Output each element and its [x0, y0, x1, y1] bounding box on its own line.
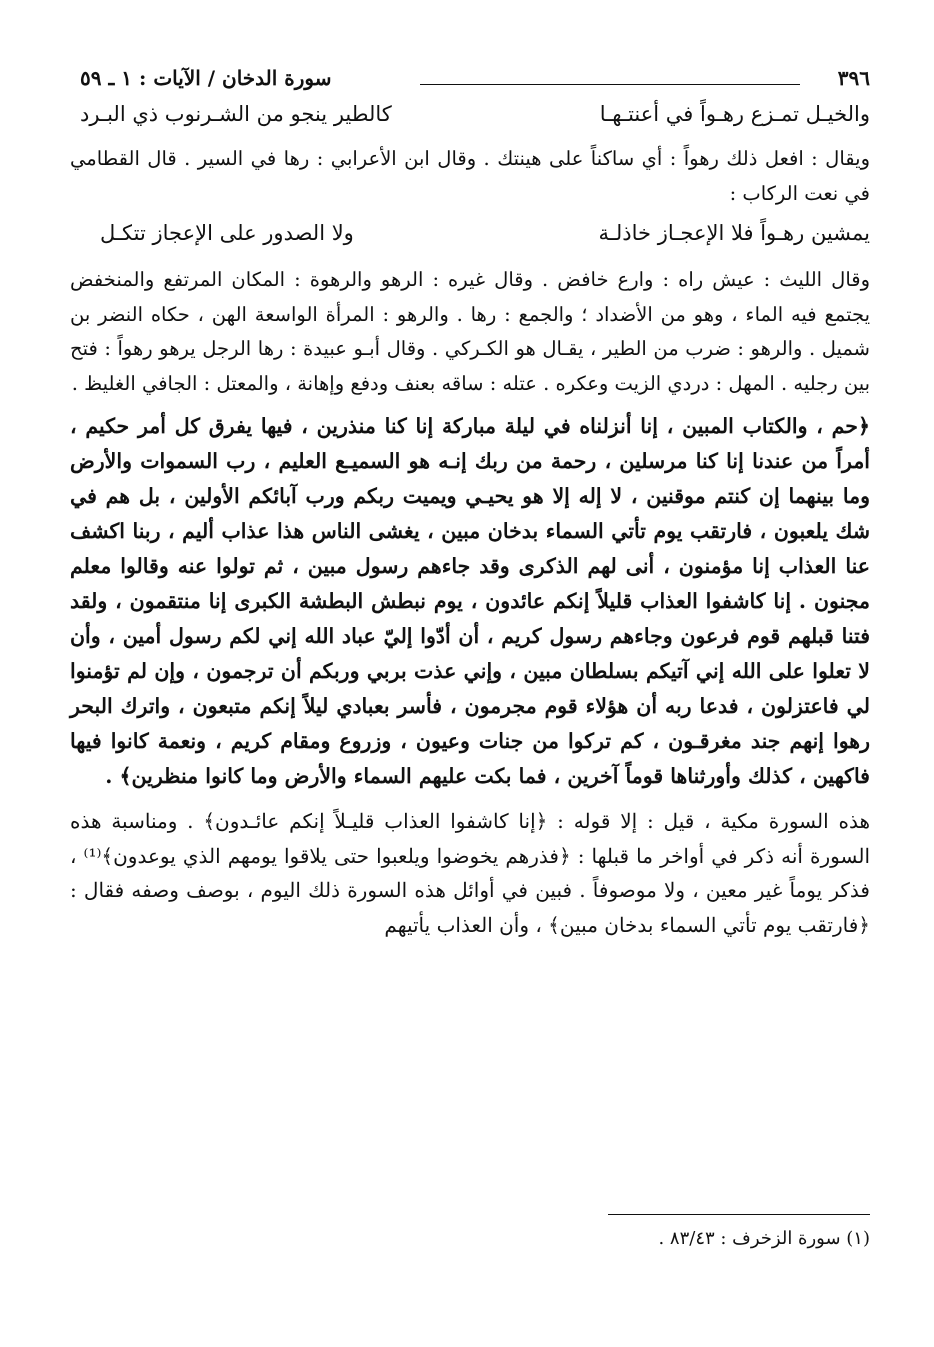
page-header [70, 62, 870, 96]
header-rule [420, 84, 800, 85]
document-page [70, 62, 870, 1249]
poetry-verse-1 [70, 96, 870, 142]
commentary-paragraph-2: وقال الليث : عيش راه : وارع خافض . وقال غيره : الرهو والرهوة : المكان المرتفع والمنخفض يجتمع فيه الماء ، وهو من الأضداد ؛ والجمع : رها . والرهو : المرأة الواسعة الهن ، حكاه النضر بن شميل . والرهو : ضرب من الطير ، يقـال هو الكـركي . وقال أبـو عبيدة : رها الرجل يرهو رهواً : فتح بين رجليه . المهل : دردي الزيت وعكره . عتله : ساقه بعنف ودفع وإهانة ، والمعتل : الجافي الغليظ . [70, 268, 870, 395]
page-number: ٣٩٦ [837, 66, 870, 90]
surah-title: سورة الدخان / الآيات : ١ ـ ٥٩ [80, 66, 332, 90]
poetry-verse-2 [70, 211, 870, 263]
footnote: (١) سورة الزخرف : ٨٣/٤٣ . [658, 1228, 870, 1249]
commentary-paragraph-3: هذه السورة مكية ، قيل : إلا قوله : ﴿إنا كاشفوا العذاب قليـلاً إنكم عائـدون﴾ . ومناسبة هذه السورة أنه ذكر في أواخر ما قبلها : ﴿فذرهم يخوضوا ويلعبوا حتى يلاقوا يومهم الذي يوعدون﴾⁽¹⁾ ، فذكر يوماً غير معين ، ولا موصوفاً . فبين في أوائل هذه السورة ذلك اليوم ، بوصف وصفه فقال : ﴿فارتقب يوم تأتي السماء بدخان مبين﴾ ، وأن العذاب يأتيهم [70, 809, 870, 937]
verse-1-second-hemistich: كالطير ينجو من الشـرنوب ذي البـرد [80, 102, 392, 126]
verse-2-second-hemistich: ولا الصدور على الإعجاز تتكـل [100, 221, 354, 245]
quran-passage: ﴿حم ، والكتاب المبين ، إنا أنزلناه في ليلة مباركة إنا كنا منذرين ، فيها يفرق كل أمر حكيم ، أمراً من عندنا إنا كنا مرسلين ، رحمة من ربك إنـه هو السميـع العليم ، رب السموات والأرض وما بينهما إن كنتم موقنين ، لا إله إلا هو يحيـي ويميت ربكم ورب آبائكم الأولين ، بل هم في شك يلعبون ، فارتقب يوم تأتي السماء بدخان مبين ، يغشى الناس هذا عذاب أليم ، ربنا اكشف عنا العذاب إنا مؤمنون ، أنى لهم الذكرى وقد جاءهم رسول مبين ، ثم تولوا عنه وقالوا معلم مجنون . إنا كاشفوا العذاب قليلاً إنكم عائدون ، يوم نبطش البطشة الكبرى إنا منتقمون ، ولقد فتنا قبلهم قوم فرعون وجاءهم رسول كريم ، أن أدّوا إليّ عباد الله إني لكم رسول أمين ، وأن لا تعلوا على الله إني آتيكم بسلطان مبين ، وإني عذت بربي وربكم أن ترجمون ، وإن لم تؤمنوا لي فاعتزلون ، فدعا ربه أن هؤلاء قوم مجرمون ، فأسر بعبادي ليلاً إنكم متبعون ، واترك البحر رهوا إنهم جند مغرقـون ، كم تركوا من جنات وعيون ، وزروع ومقام كريم ، ونعمة كانوا فيها فاكهين ، كذلك وأورثناها قوماً آخرين ، فما بكت عليهم السماء والأرض وما كانوا منظرين﴾ . [70, 414, 870, 788]
commentary-paragraph-1: ويقال : افعل ذلك رهواً : أي ساكناً على هينتك . وقال ابن الأعرابي : رها في السير . قال القطامي في نعت الركاب : [70, 147, 870, 205]
footnote-rule [608, 1214, 870, 1215]
verse-1-first-hemistich: والخيـل تمـزع رهـواً في أعنتـهـا [599, 102, 870, 126]
verse-2-first-hemistich: يمشين رهـواً فلا الإعجـاز خاذلـة [598, 221, 870, 245]
